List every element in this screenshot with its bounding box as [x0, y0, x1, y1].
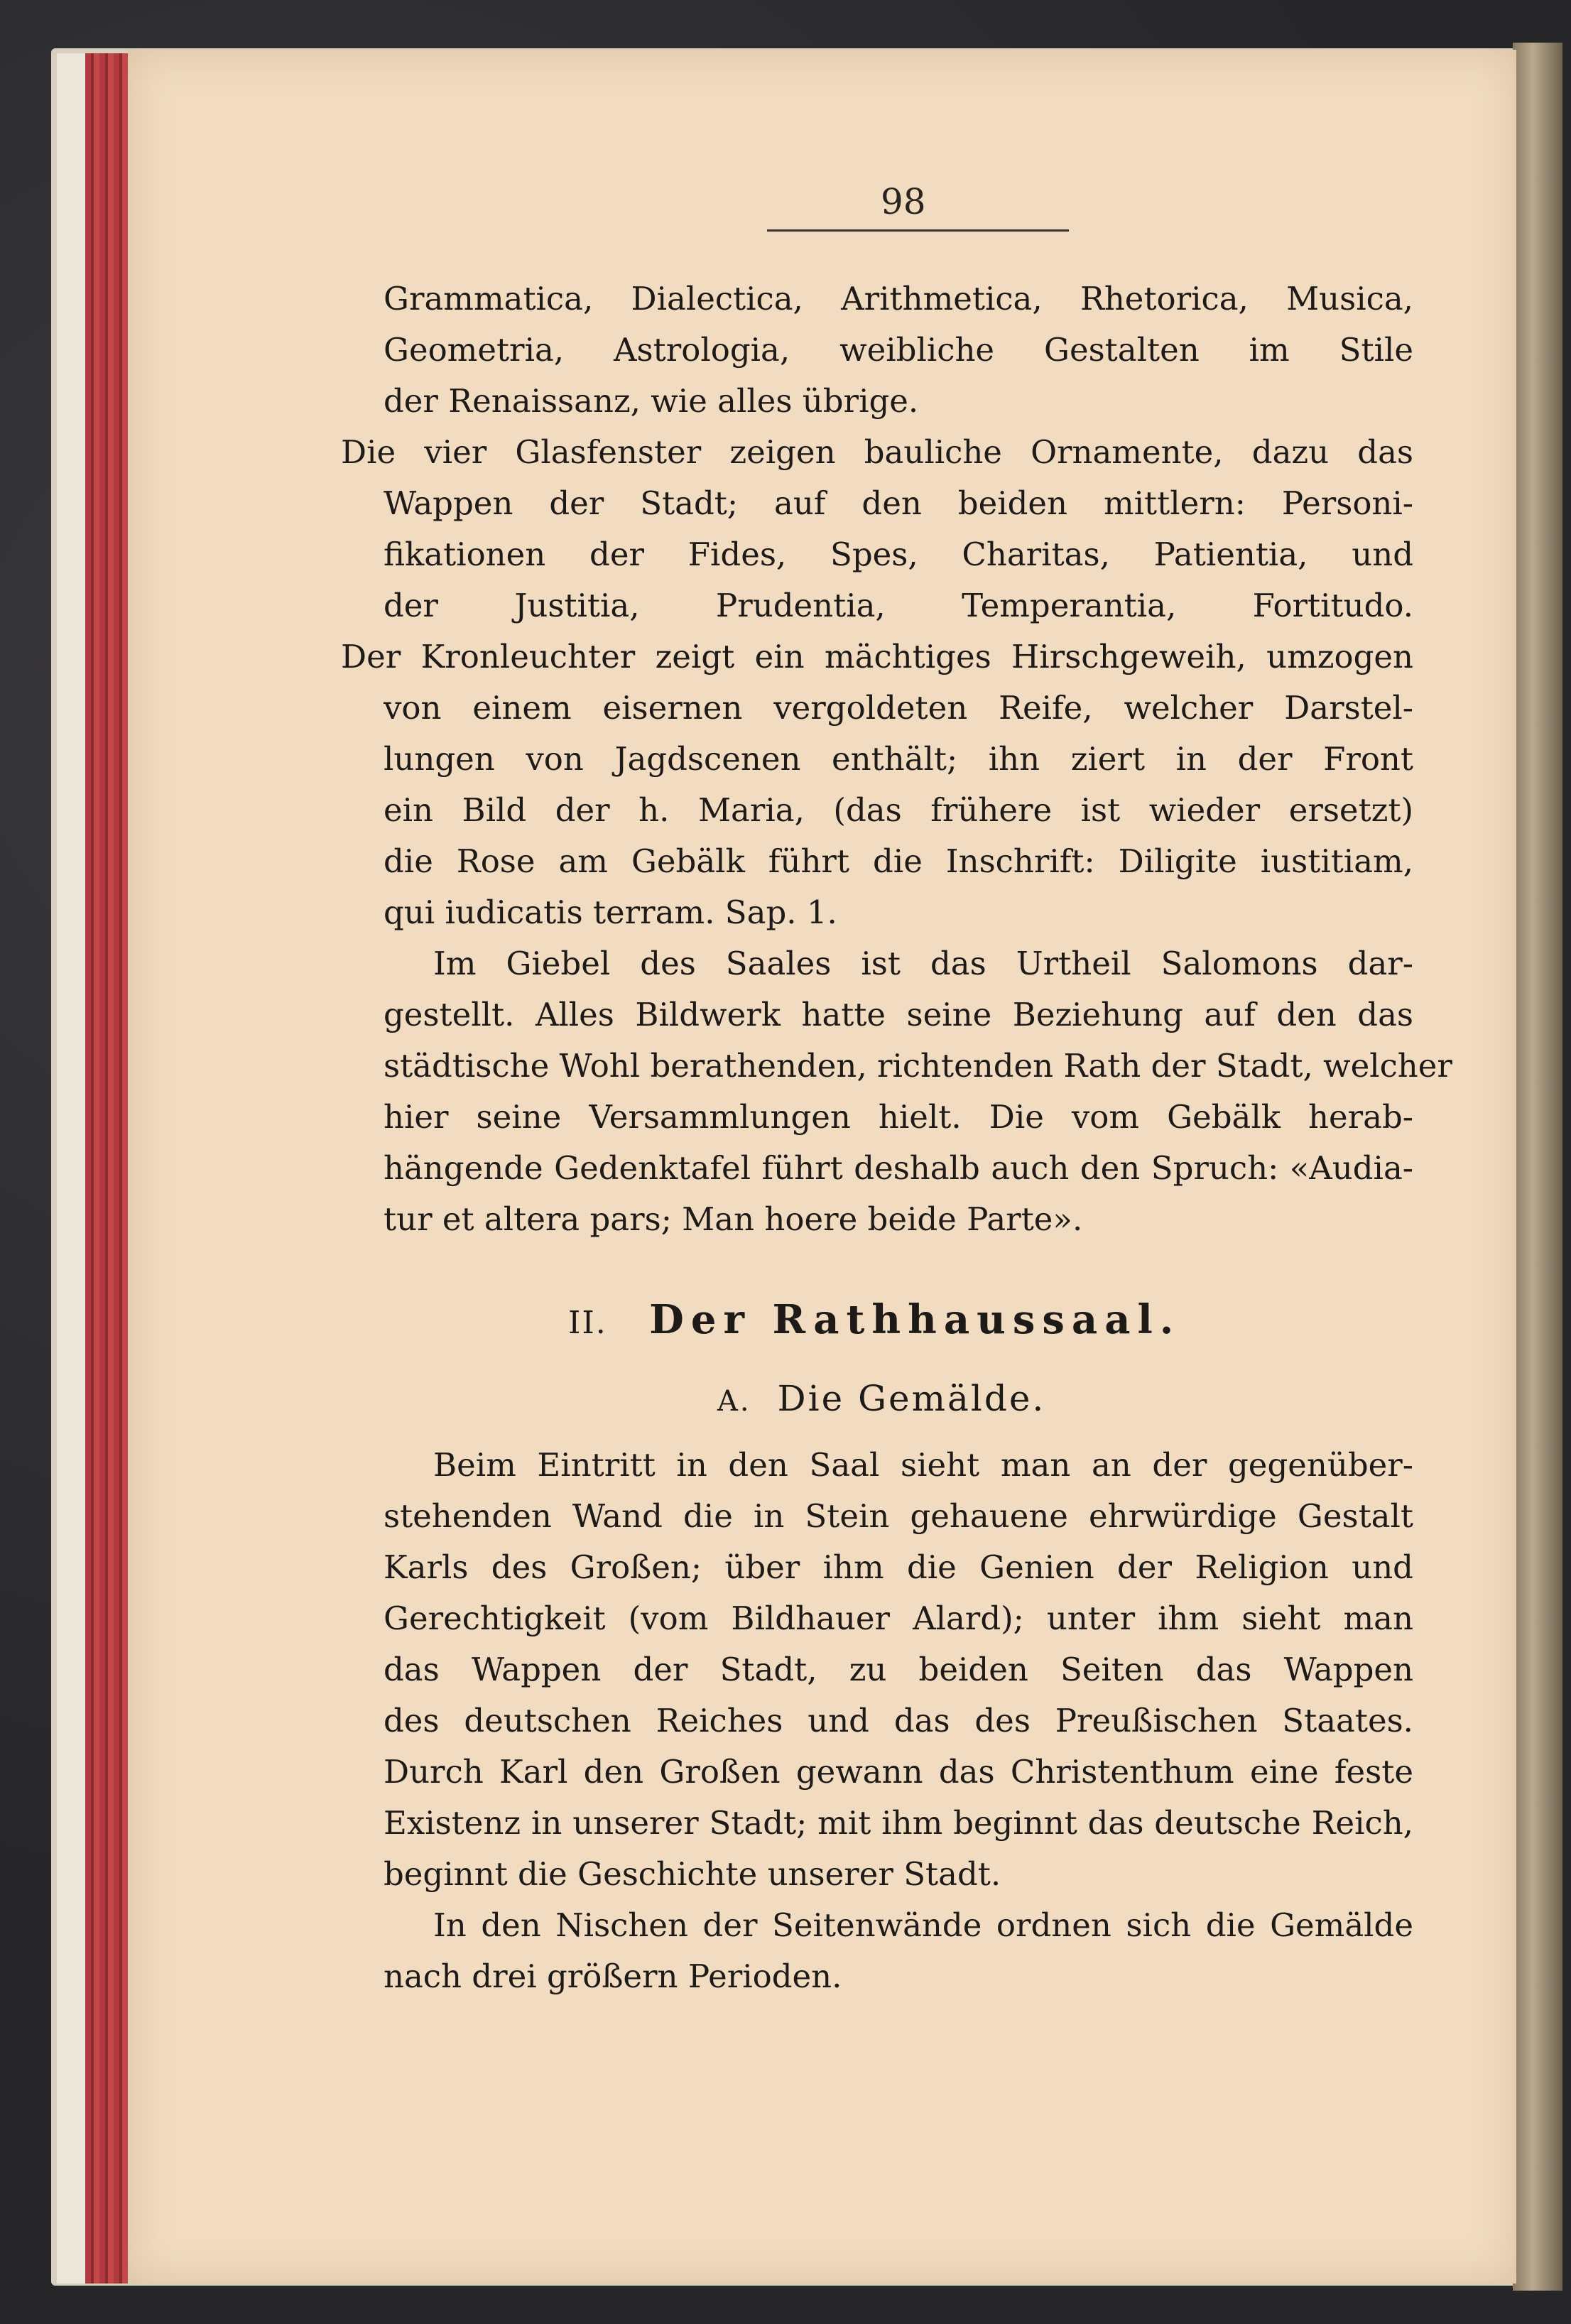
subsection-letter: A. [717, 1385, 751, 1418]
text-line: von einem eisernen vergoldeten Reife, welcher Darstel- [384, 689, 1413, 727]
text-line: Gerechtigkeit (vom Bildhauer Alard); unter ihm sieht man [384, 1600, 1413, 1637]
text-line: Grammatica, Dialectica, Arithmetica, Rhetorica, Musica, [384, 280, 1413, 317]
header-rule [767, 229, 1069, 232]
text-line: Karls des Großen; über ihm die Genien der Religion und [384, 1548, 1413, 1586]
text-line: Durch Karl den Großen gewann das Christenthum eine feste [384, 1753, 1413, 1791]
text-line: Der Kronleuchter zeigt ein mächtiges Hirschgeweih, umzogen [341, 638, 1413, 675]
text-line: qui iudicatis terram. Sap. 1. [384, 894, 837, 931]
subsection-title: Die Gemälde. [777, 1378, 1046, 1419]
text-line: hier seine Versammlungen hielt. Die vom Gebälk herab- [384, 1098, 1413, 1136]
text-line: In den Nischen der Seitenwände ordnen sich die Gemälde [433, 1906, 1413, 1944]
text-line: der Renaissanz, wie alles übrige. [384, 382, 919, 420]
text-line: gestellt. Alles Bildwerk hatte seine Beziehung auf den das [384, 996, 1413, 1033]
text-line: tur et altera pars; Man hoere beide Parte». [384, 1200, 1083, 1238]
subsection-heading [717, 1378, 1045, 1419]
page-stack-edge [57, 53, 87, 2284]
text-line: lungen von Jagdscenen enthält; ihn ziert in der Front [384, 740, 1413, 778]
text-line: das Wappen der Stadt, zu beiden Seiten das Wappen [384, 1651, 1413, 1688]
text-line: Geometria, Astrologia, weibliche Gestalten im Stile [384, 331, 1413, 369]
book-right-edge [1513, 43, 1562, 2291]
text-line: fikationen der Fides, Spes, Charitas, Patientia, und [384, 536, 1413, 573]
text-line: ein Bild der h. Maria, (das frühere ist wieder ersetzt) [384, 791, 1413, 829]
page-number: 98 [881, 181, 926, 222]
text-line: stehenden Wand die in Stein gehauene ehrwürdige Gestalt [384, 1497, 1413, 1535]
text-line: Beim Eintritt in den Saal sieht man an der gegenüber- [433, 1446, 1413, 1484]
text-line: Existenz in unserer Stadt; mit ihm beginnt das deutsche Reich, [384, 1804, 1413, 1842]
text-line: Wappen der Stadt; auf den beiden mittlern: Personi- [384, 484, 1413, 522]
text-line: die Rose am Gebälk führt die Inschrift: Diligite iustitiam, [384, 842, 1413, 880]
text-line: des deutschen Reiches und das des Preußischen Staates. [384, 1702, 1413, 1739]
section-number: II. [568, 1305, 607, 1341]
top-text-block [341, 273, 1452, 1245]
section-title: Der Rathhaussaal. [649, 1296, 1181, 1343]
text-line: Im Giebel des Saales ist das Urtheil Salomons dar- [433, 945, 1413, 982]
text-line: der Justitia, Prudentia, Temperantia, Fortitudo. [384, 587, 1413, 624]
text-line: städtische Wohl berathenden, richtenden Rath der Stadt, welcher [384, 1047, 1452, 1085]
text-line: Die vier Glasfenster zeigen bauliche Ornamente, dazu das [341, 433, 1413, 471]
text-line: beginnt die Geschichte unserer Stadt. [384, 1855, 1001, 1893]
section-heading [568, 1296, 1180, 1343]
text-line: hängende Gedenktafel führt deshalb auch den Spruch: «Audia- [384, 1149, 1413, 1187]
text-line: nach drei größern Perioden. [384, 1958, 842, 1995]
bottom-text-block [384, 1440, 1413, 2002]
